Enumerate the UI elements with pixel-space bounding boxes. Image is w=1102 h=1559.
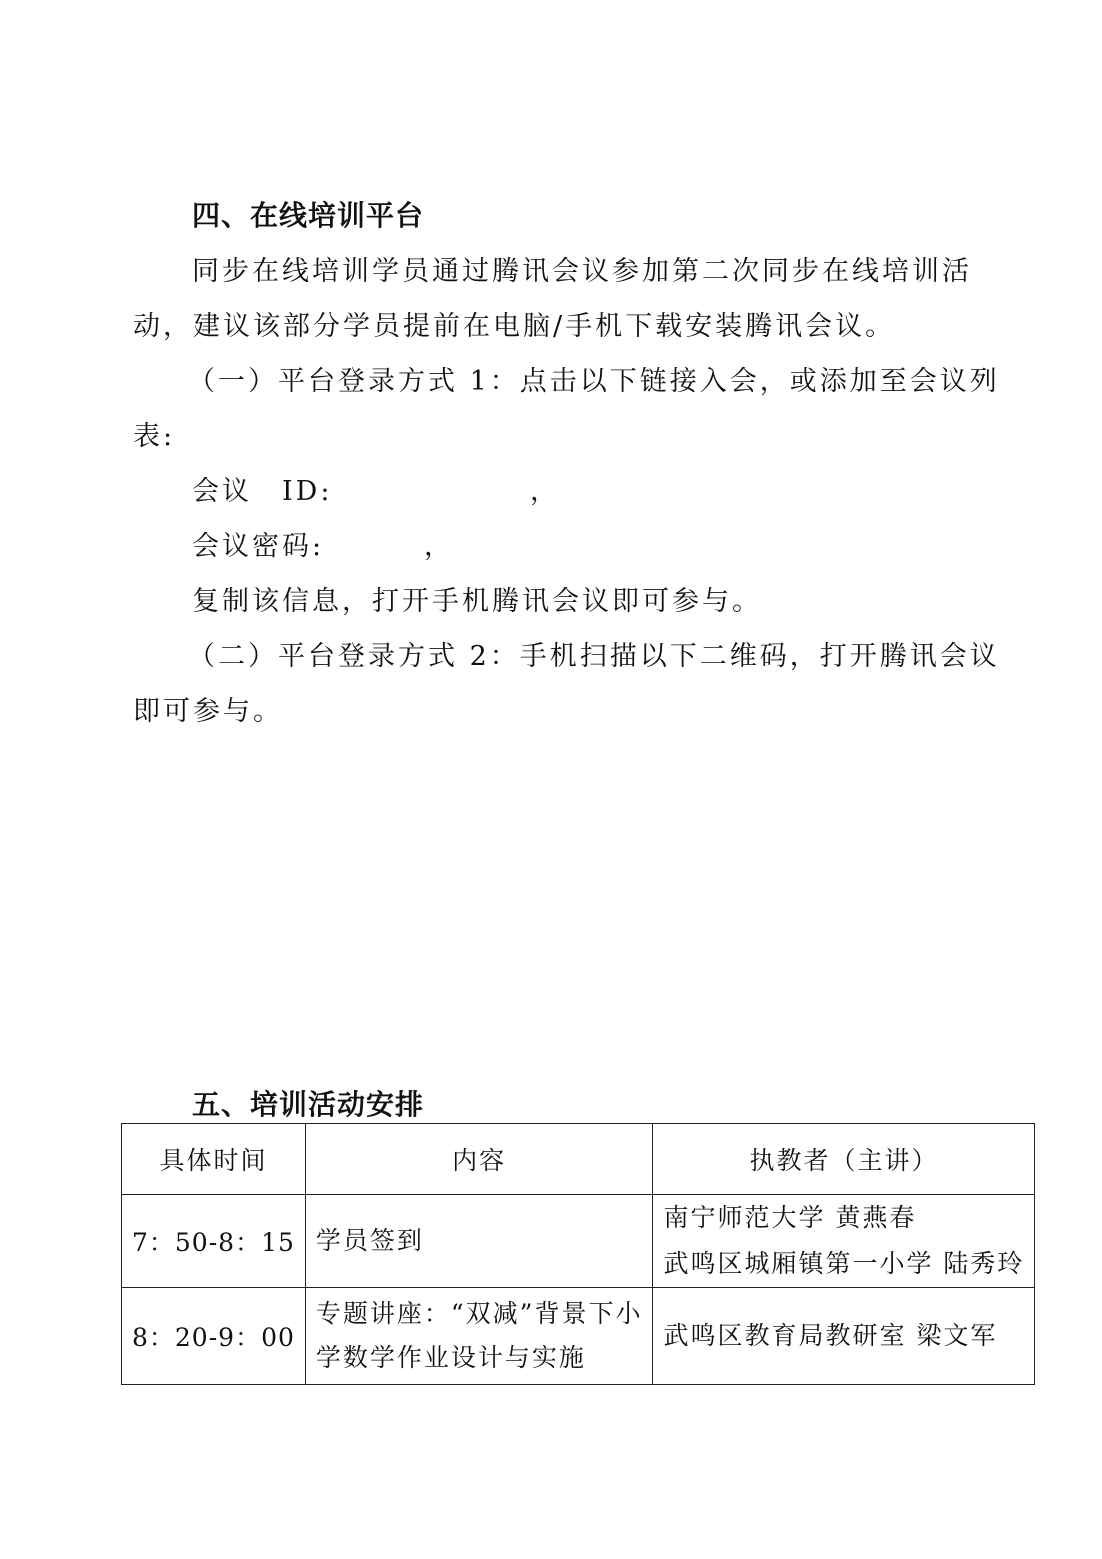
- schedule-table: [121, 1123, 1035, 1385]
- qr-code-placeholder: [380, 760, 720, 1050]
- time-text: 8：20-9：00: [132, 1323, 295, 1352]
- time-cell: [122, 1288, 306, 1385]
- header-time: 具体时间: [122, 1124, 306, 1195]
- header-content: 内容: [305, 1124, 653, 1195]
- time-cell: [122, 1195, 306, 1288]
- copy-instruction: 复制该信息，打开手机腾讯会议即可参与。: [192, 586, 762, 617]
- content-line: 学员签到: [315, 1226, 424, 1255]
- teacher-line: 武鸣区城厢镇第一小学 陆秀玲: [663, 1249, 1025, 1278]
- intro-paragraph-line-1: 同步在线培训学员通过腾讯会议参加第二次同步在线培训活: [192, 256, 972, 287]
- teacher-line: 南宁师范大学 黄燕春: [663, 1203, 917, 1232]
- meeting-id-label: 会议 ID:: [192, 476, 333, 507]
- time-text: 7：50-8：15: [132, 1228, 295, 1257]
- login-method-2-line-1: （二）平台登录方式 2：手机扫描以下二维码，打开腾讯会议: [188, 641, 1000, 672]
- login-method-1-line-2: 表:: [133, 421, 176, 452]
- content-cell: [305, 1195, 653, 1288]
- meeting-password-trailing-mark: ，: [424, 531, 454, 562]
- login-method-1-line-1: （一）平台登录方式 1：点击以下链接入会，或添加至会议列: [188, 366, 1000, 397]
- table-header-row: [122, 1124, 1035, 1195]
- header-teacher: 执教者（主讲）: [653, 1124, 1035, 1195]
- section-4-heading: 四、在线培训平台: [192, 199, 425, 232]
- section-5-heading: 五、培训活动安排: [192, 1088, 425, 1121]
- teacher-cell: [653, 1288, 1035, 1385]
- login-method-2-line-2: 即可参与。: [133, 696, 283, 727]
- teacher-cell: [653, 1195, 1035, 1288]
- table-row: [122, 1195, 1035, 1288]
- meeting-id-trailing-mark: ，: [530, 476, 560, 507]
- meeting-password-label: 会议密码:: [192, 531, 325, 562]
- table-row: [122, 1288, 1035, 1385]
- teacher-line: 武鸣区教育局教研室 梁文军: [663, 1321, 998, 1350]
- content-cell: [305, 1288, 653, 1385]
- content-line: 专题讲座：“双减”背景下小: [315, 1299, 643, 1328]
- content-line: 学数学作业设计与实施: [315, 1343, 586, 1372]
- intro-paragraph-line-2: 动，建议该部分学员提前在电脑/手机下载安装腾讯会议。: [133, 311, 896, 342]
